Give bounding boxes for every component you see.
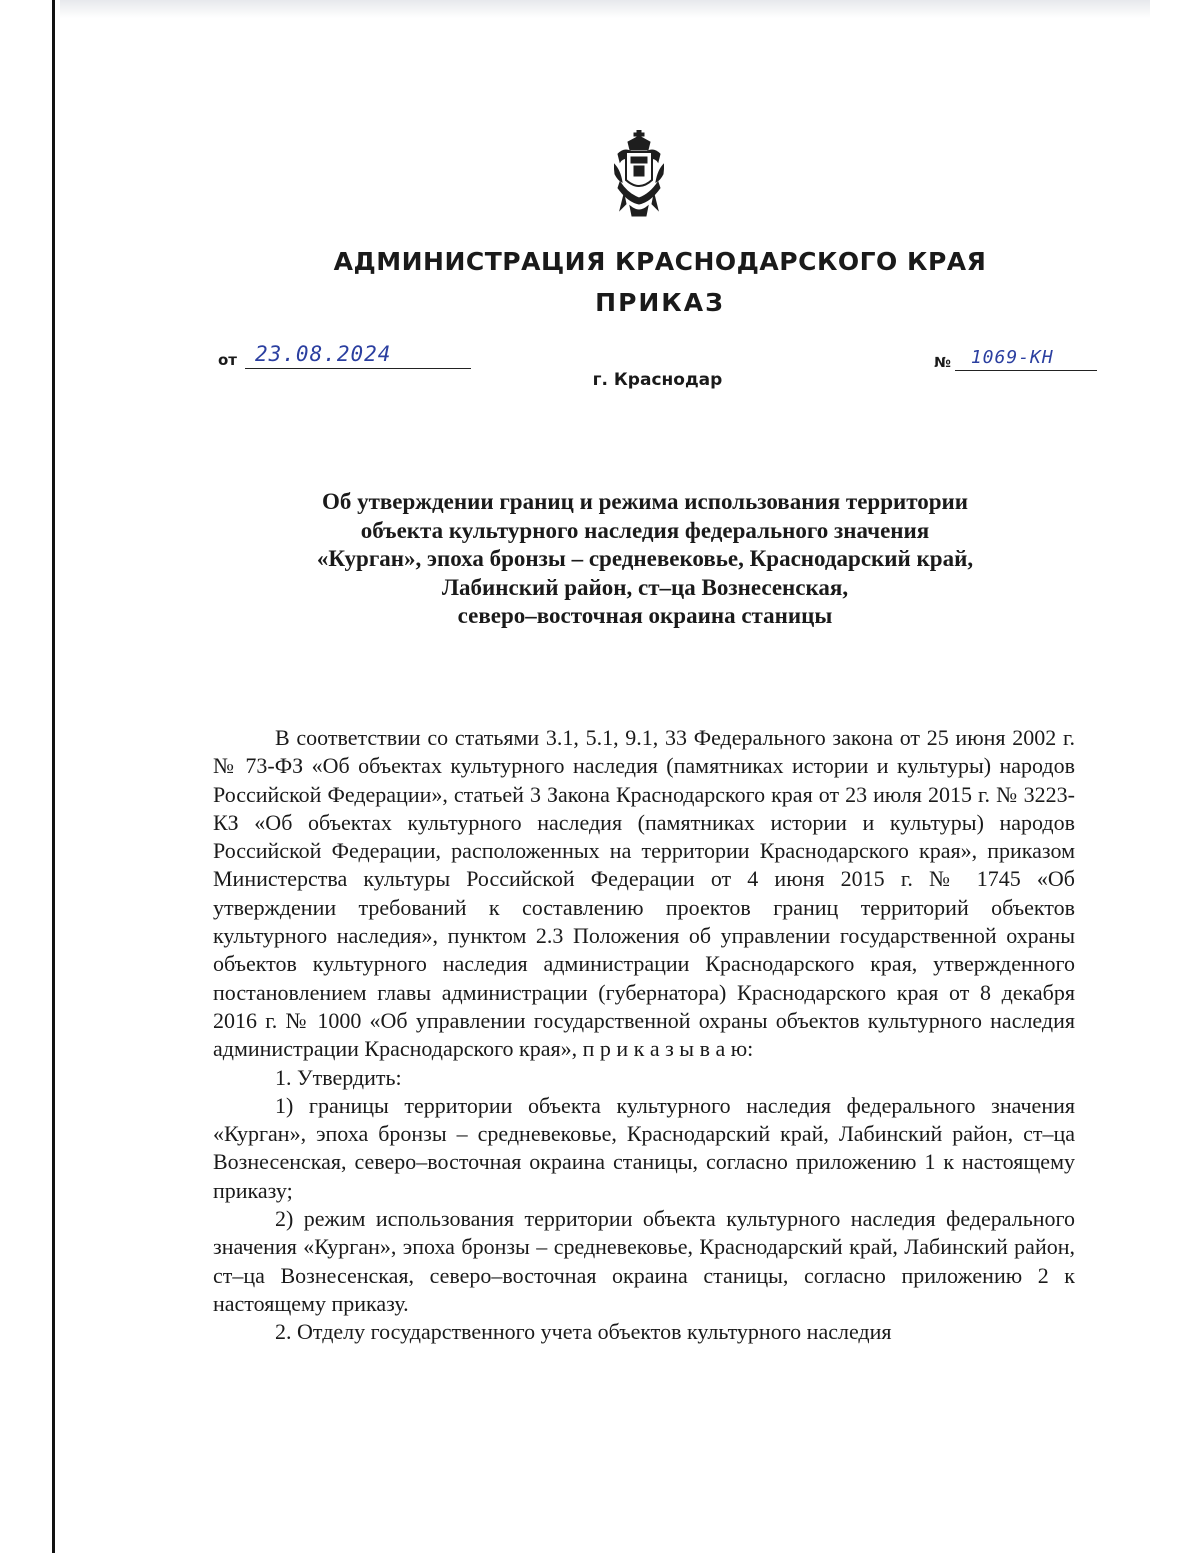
- number-value: 1069-КН: [970, 347, 1054, 368]
- item-1: 1. Утвердить:: [275, 1064, 402, 1090]
- date-value: 23.08.2024: [255, 342, 392, 366]
- subject-line: объекта культурного наследия федерального значения: [360, 517, 930, 543]
- subject-line: «Курган», эпоха бронзы – средневековье, Краснодарский край,: [316, 546, 974, 571]
- coat-of-arms-icon: [614, 130, 664, 218]
- number-underline: [955, 346, 1097, 371]
- subject-line: северо–восточная окраина станицы: [457, 603, 833, 628]
- item-1-1: 1) границы территории объекта культурного наследия федерального значения «Курган», эпоха бронзы – средневековье, Краснодарский край, Лабинский район, ст–ца Вознесенская, северо–восточная окраина станицы, согласно приложению 1 к настоящему приказу;: [213, 1092, 1075, 1203]
- number-label: №: [934, 355, 951, 371]
- date-field: [218, 342, 471, 369]
- organization-title: АДМИНИСТРАЦИЯ КРАСНОДАРСКОГО КРАЯ: [333, 247, 987, 276]
- document-type: ПРИКАЗ: [595, 288, 725, 317]
- date-underline: [245, 342, 471, 369]
- city-line: г. Краснодар: [592, 370, 723, 390]
- number-field: [934, 346, 1097, 371]
- item-1-2: 2) режим использования территории объекта культурного наследия федерального значения «Курган», эпоха бронзы – средневековье, Краснодарский край, Лабинский район, ст–ца Вознесенская, северо–восточная окраина станицы, согласно приложению 2 к настоящему приказу.: [213, 1206, 1075, 1316]
- item-2: 2. Отделу государственного учета объектов культурного наследия: [275, 1319, 892, 1345]
- subject-line: Лабинский район, ст–ца Вознесенская,: [441, 574, 849, 600]
- scan-artifact: [60, 0, 1150, 18]
- document-subject: [0, 488, 1200, 631]
- page-edge: [52, 0, 55, 1553]
- document-body: [213, 724, 1075, 1347]
- subject-line: Об утверждении границ и режима использования территории: [321, 489, 969, 514]
- date-label: от: [218, 351, 237, 369]
- preamble-paragraph: В соответствии со статьями 3.1, 5.1, 9.1, 33 Федерального закона от 25 июня 2002 г. № 73-ФЗ «Об объектах культурного наследия (памятниках истории и культуры) народов Российской Федерации», статьей 3 Закона Краснодарского края от 23 июля 2015 г. № 3223-КЗ «Об объектах культурного наследия (памятниках истории и культуры) народов Российской Федерации, расположенных на территории Краснодарского края», приказом Министерства культуры Российской Федерации от 4 июня 2015 г. № 1745 «Об утверждении требований к составлению проектов границ территорий объектов культурного наследия», пунктом 2.3 Положения об управлении государственной охраны объектов культурного наследия администрации Краснодарского края, утвержденного постановлением главы администрации (губернатора) Краснодарского края от 8 декабря 2016 г. № 1000 «Об управлении государственной охраны объектов культурного наследия администрации Краснодарского края», п р и к а з ы в а ю:: [213, 725, 1075, 1062]
